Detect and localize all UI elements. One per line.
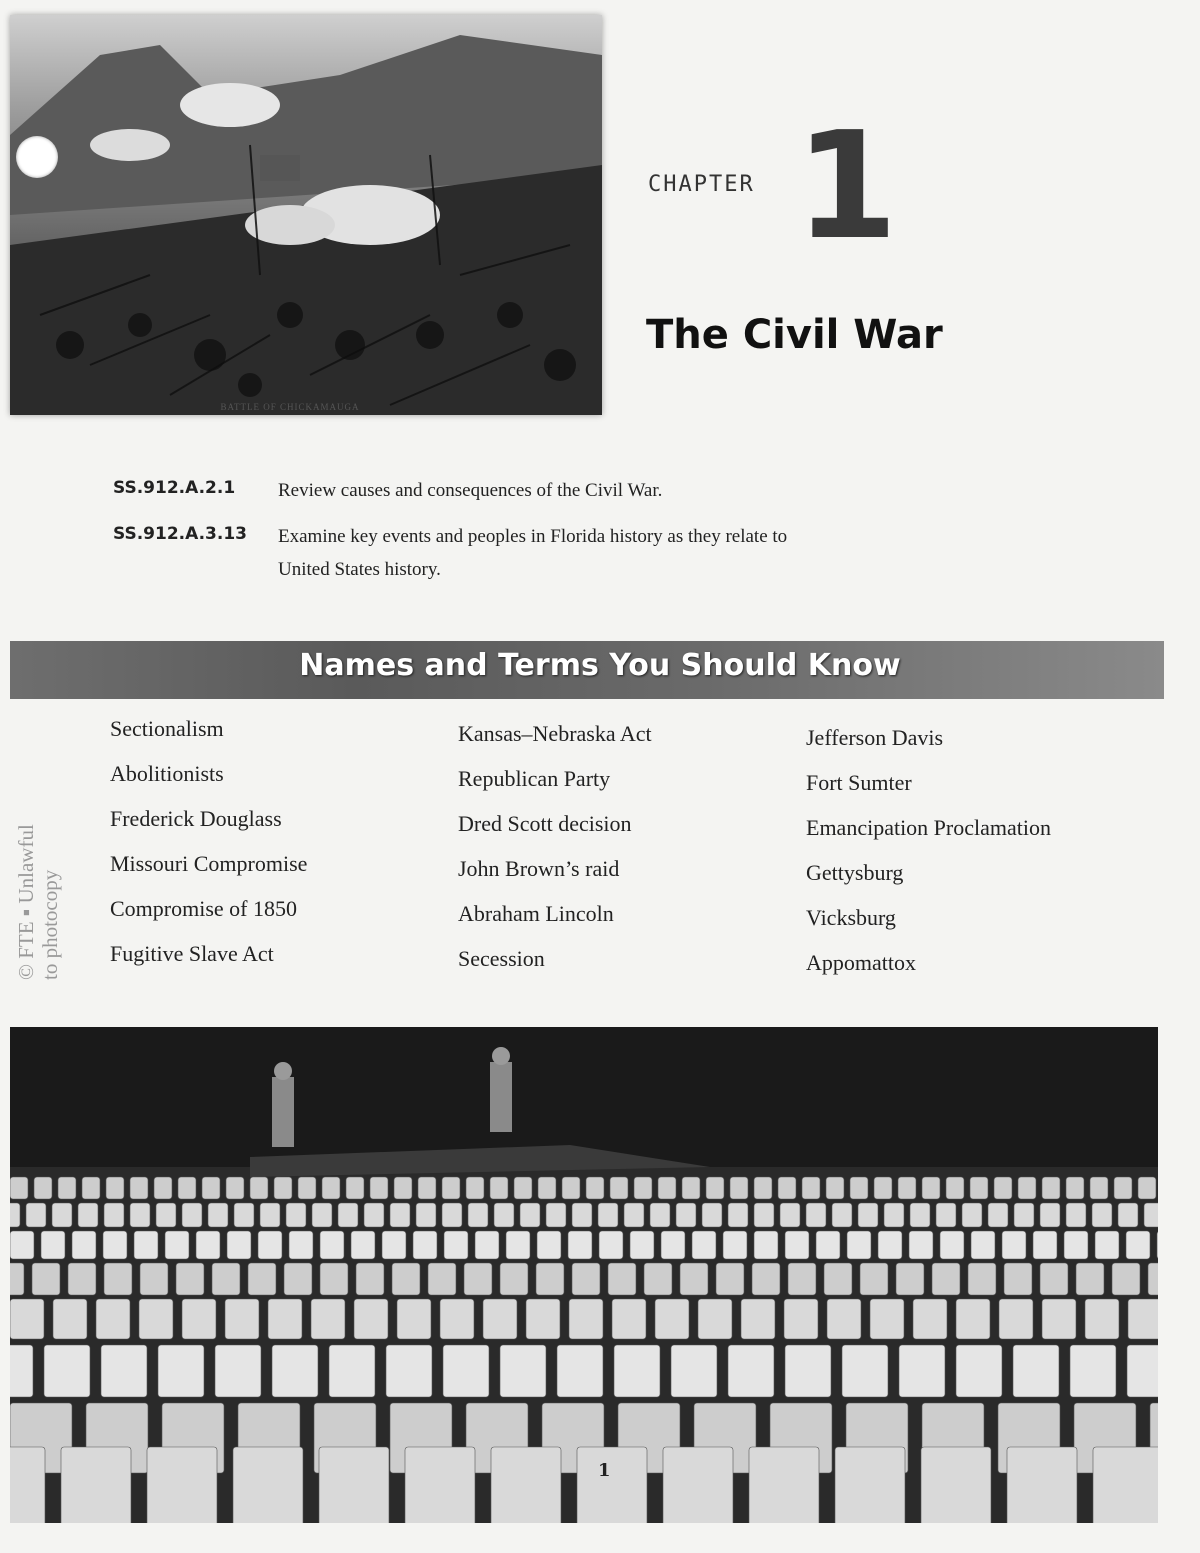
term-item: Abraham Lincoln xyxy=(458,901,614,926)
term-item: Compromise of 1850 xyxy=(110,896,297,921)
page-number: 1 xyxy=(598,1460,611,1481)
copyright-line: to photocopy xyxy=(38,869,62,980)
terms-column xyxy=(458,718,652,988)
terms-column xyxy=(110,713,307,983)
standard-description-line: Examine key events and peoples in Florida history as they relate to xyxy=(278,526,788,547)
standard-description xyxy=(278,474,918,507)
term-item: Fugitive Slave Act xyxy=(110,941,274,966)
term-item: Abolitionists xyxy=(110,761,224,786)
binder-hole xyxy=(16,136,58,178)
standard-description-line: United States history. xyxy=(278,559,441,580)
term-item: Fort Sumter xyxy=(806,770,912,795)
terms-column xyxy=(806,722,1051,992)
chapter-title: The Civil War xyxy=(646,312,943,358)
term-item: Dred Scott decision xyxy=(458,811,632,836)
chapter-number: 1 xyxy=(795,100,898,272)
battle-illustration xyxy=(10,15,602,415)
term-item: John Brown’s raid xyxy=(458,856,620,881)
term-item: Vicksburg xyxy=(806,905,896,930)
term-item: Kansas–Nebraska Act xyxy=(458,721,652,746)
standard-code: SS.912.A.2.1 xyxy=(113,478,236,498)
term-item: Secession xyxy=(458,946,545,971)
copyright-line: © FTE ▪ Unlawful xyxy=(14,824,38,980)
term-item: Republican Party xyxy=(458,766,611,791)
standard-code: SS.912.A.3.13 xyxy=(113,524,247,544)
term-item: Jefferson Davis xyxy=(806,725,944,750)
term-item: Appomattox xyxy=(806,950,916,975)
term-item: Gettysburg xyxy=(806,860,904,885)
term-item: Frederick Douglass xyxy=(110,806,282,831)
chapter-label: CHAPTER xyxy=(648,172,755,197)
standard-description xyxy=(278,520,918,586)
standard-description-line: Review causes and consequences of the Civil War. xyxy=(278,480,663,501)
terms-heading: Names and Terms You Should Know xyxy=(299,648,901,683)
term-item: Emancipation Proclamation xyxy=(806,815,1051,840)
term-item: Sectionalism xyxy=(110,716,224,741)
term-item: Missouri Compromise xyxy=(110,851,308,876)
cemetery-photo xyxy=(10,1027,1158,1523)
copyright-notice xyxy=(14,740,62,980)
illustration-caption: BATTLE OF CHICKAMAUGA xyxy=(220,402,360,412)
